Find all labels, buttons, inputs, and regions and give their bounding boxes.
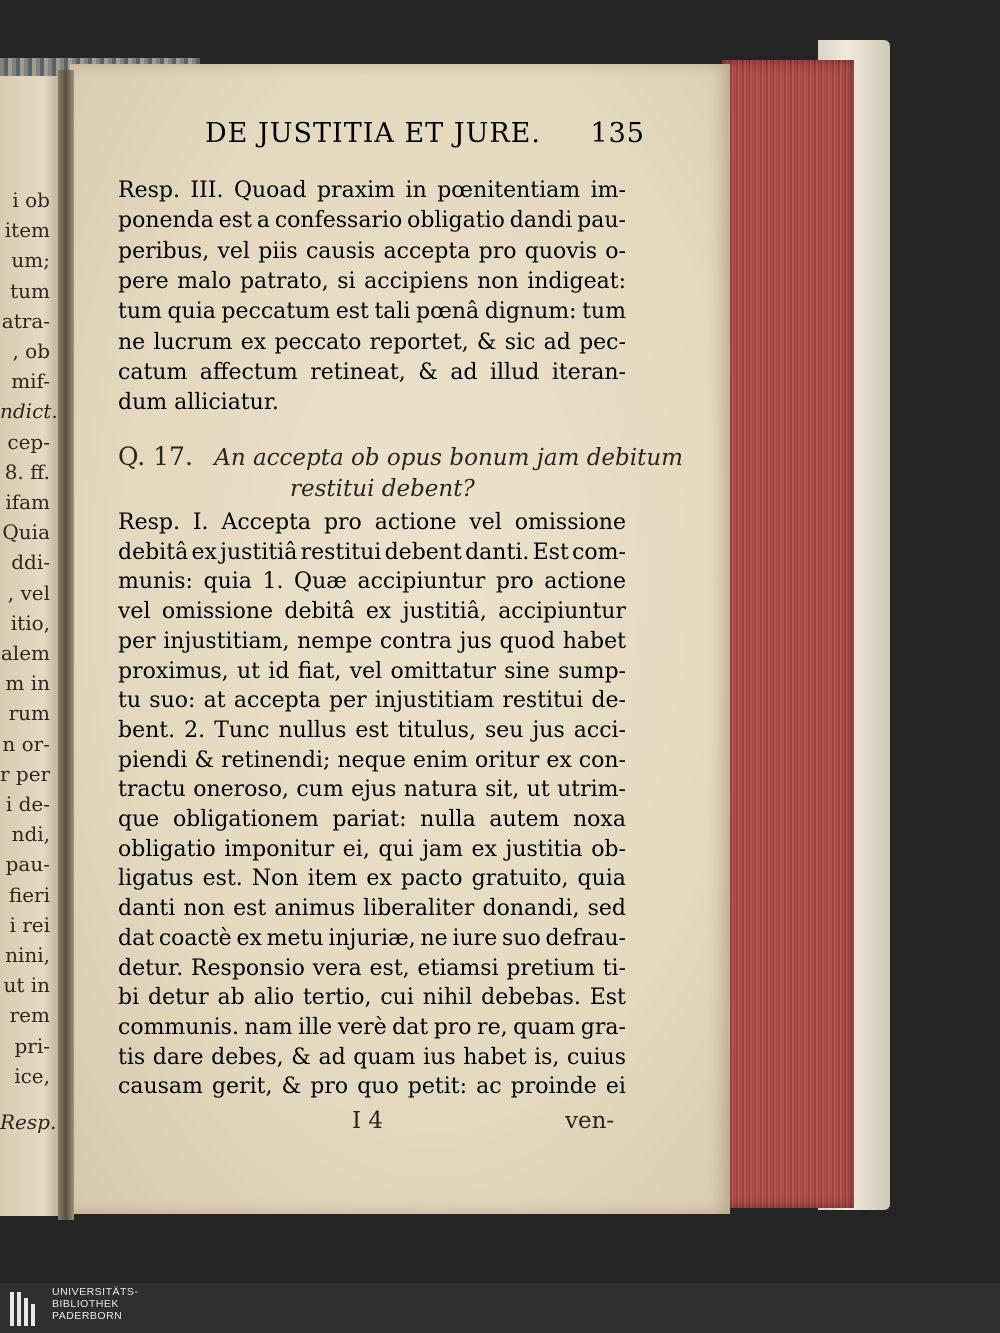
question-number: Q. 17. bbox=[118, 442, 193, 471]
left-margin-fragment: tum bbox=[10, 278, 50, 303]
left-margin-fragment: fieri bbox=[8, 882, 50, 907]
left-margin-fragment: item bbox=[4, 218, 50, 243]
text-line: per injustitiam, nempe contra jus quod habet bbox=[118, 628, 626, 654]
library-name-line: UNIVERSITÄTS- bbox=[52, 1286, 139, 1298]
text-line: Resp. III. Quoad praxim in pœnitentiam im- bbox=[118, 178, 626, 203]
text-line: dat coactè ex metu injuriæ, ne iure suo defrau- bbox=[118, 925, 626, 951]
text-line: danti non est animus liberaliter donandi, sed bbox=[118, 896, 626, 922]
page-number: 135 bbox=[590, 118, 645, 149]
text-line: obligatio imponitur ei, qui jam ex justitia ob- bbox=[118, 836, 626, 862]
question-line-2: restitui debent? bbox=[290, 476, 475, 502]
left-margin-fragment: ddi- bbox=[11, 550, 50, 575]
left-margin-fragment: ifam bbox=[5, 490, 50, 514]
library-name-line: PADERBORN bbox=[52, 1310, 123, 1322]
left-margin-fragment: pau- bbox=[5, 852, 50, 877]
left-margin-fragment: Quia bbox=[2, 520, 50, 545]
left-margin-fragment: ut in bbox=[3, 973, 50, 998]
text-line: ponenda est a confessario obligatio dandi pau- bbox=[118, 208, 626, 234]
left-margin-fragment: , vel bbox=[7, 580, 50, 605]
text-line: tractu oneroso, cum ejus natura sit, ut utrim- bbox=[118, 777, 626, 803]
library-name-line: BIBLIOTHEK bbox=[52, 1298, 119, 1310]
left-margin-fragment: mif- bbox=[11, 369, 50, 394]
question-heading bbox=[118, 442, 683, 471]
text-line: proximus, ut id fiat, vel omittatur sine sump- bbox=[118, 658, 626, 684]
text-line: dum alliciatur. bbox=[118, 390, 279, 416]
left-margin-fragment: 8. ff. bbox=[4, 459, 50, 484]
footer-bar bbox=[0, 1283, 1000, 1333]
left-margin-fragment: , ob bbox=[12, 339, 50, 363]
text-line: ligatus est. Non item ex pacto gratuito, quia bbox=[118, 866, 626, 892]
text-line: ne lucrum ex peccato reportet, & sic ad pec- bbox=[118, 329, 626, 355]
left-margin-fragment: nini, bbox=[5, 943, 50, 967]
left-margin-fragment: m in bbox=[5, 671, 50, 696]
page-edges bbox=[722, 60, 854, 1208]
question-line-1: An accepta ob opus bonum jam debitum bbox=[214, 445, 683, 471]
text-line: communis. nam ille verè dat pro re, quam gra- bbox=[118, 1014, 626, 1040]
left-margin-fragment: i rei bbox=[9, 912, 50, 937]
text-line: bent. 2. Tunc nullus est titulus, seu jus acci- bbox=[118, 717, 626, 743]
text-line: pere malo patrato, si accipiens non indigeat: bbox=[118, 268, 626, 294]
left-margin-fragment: pri- bbox=[14, 1033, 50, 1058]
text-line: tum quia peccatum est tali pœnâ dignum: tum bbox=[118, 299, 626, 325]
book-gutter bbox=[58, 70, 74, 1220]
text-line: peribus, vel piis causis accepta pro quovis o- bbox=[118, 238, 626, 264]
running-title: DE JUSTITIA ET JURE. bbox=[205, 118, 541, 149]
left-margin-fragment: alem bbox=[0, 641, 50, 665]
text-line: vel omissione debitâ ex justitiâ, accipiuntur bbox=[118, 599, 626, 625]
left-margin-fragment: Resp. bbox=[0, 1110, 57, 1134]
left-margin-fragment: rum bbox=[8, 701, 50, 726]
catchword: ven- bbox=[565, 1108, 615, 1134]
running-header bbox=[205, 118, 645, 149]
text-line: piendi & retinendi; neque enim oritur ex con- bbox=[118, 747, 626, 773]
text-line: munis: quia 1. Quæ accipiuntur pro actione bbox=[118, 569, 626, 595]
text-line: Resp. I. Accepta pro actione vel omissione bbox=[118, 510, 626, 535]
text-line: detur. Responsio vera est, etiamsi pretium ti- bbox=[118, 955, 626, 981]
left-margin-fragment: ndi, bbox=[11, 822, 50, 847]
text-line: que obligationem pariat: nulla autem noxa bbox=[118, 807, 626, 832]
left-margin-fragment: atra- bbox=[1, 308, 50, 333]
left-margin-fragment: i de- bbox=[5, 792, 50, 816]
signature-mark: I 4 bbox=[352, 1108, 384, 1134]
left-margin-fragment: i ob bbox=[12, 188, 50, 212]
text-line: catum affectum retineat, & ad illud iteran- bbox=[118, 359, 626, 385]
left-margin-fragment: itio, bbox=[10, 610, 50, 635]
text-line: tu suo: at accepta per injustitiam restitui de- bbox=[118, 688, 626, 714]
left-margin-fragment: n or- bbox=[2, 731, 50, 756]
left-margin-fragment: rem bbox=[9, 1003, 50, 1028]
left-margin-fragment: cep- bbox=[7, 429, 50, 454]
text-line: bi detur ab alio tertio, cui nihil debebas. Est bbox=[118, 985, 626, 1011]
left-margin-fragment: ice, bbox=[14, 1063, 50, 1088]
text-line: causam gerit, & pro quo petit: ac proinde ei bbox=[118, 1074, 626, 1100]
university-library-logo-icon bbox=[10, 1290, 40, 1328]
text-line: tis dare debes, & ad quam ius habet is, cuius bbox=[118, 1044, 626, 1070]
left-margin-fragment: um; bbox=[11, 248, 50, 273]
library-name bbox=[52, 1286, 138, 1322]
left-margin-fragment: r per bbox=[0, 761, 51, 786]
text-line: debitâ ex justitiâ restitui debent danti. Est com- bbox=[118, 539, 626, 565]
left-margin-fragment: ndict. bbox=[0, 399, 58, 424]
